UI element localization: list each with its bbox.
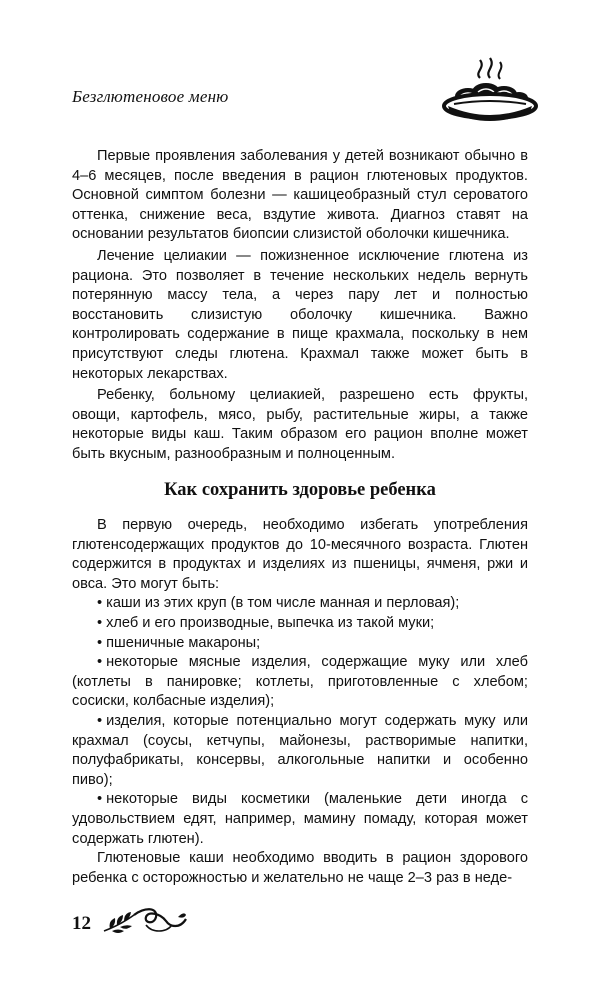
paragraph: Ребенку, больному целиакией, разрешено есть фрукты, овощи, картофель, мясо, рыбу, растительные жиры, а также некоторые виды каш. Таким образом его рацион вполне может быть вкусным, разнообразным и полноценным. [72,387,528,462]
list-item [72,634,528,654]
steaming-dish-icon [438,52,538,132]
section-text [72,516,528,888]
list-item-text: пшеничные макароны; [106,634,261,651]
bullet-list [72,594,528,849]
list-item-text: каши из этих круп (в том числе манная и перловая); [106,595,460,612]
list-item [72,712,528,790]
closing-paragraph: Глютеновые каши необходимо вводить в рацион здорового ребенка с осторожностью и желательно не чаще 2–3 раз в неде- [72,850,528,886]
paragraph: Первые проявления заболевания у детей возникают обычно в 4–6 месяцев, после введения в рацион глютеновых продуктов. Основной симптом болезни — кашицеобразный стул сероватого оттенка, снижение веса, вздутие живота. Диагноз ставят на основании результатов биопсии слизистой оболочки кишечника. [72,148,528,243]
bullet-icon: • [97,791,103,808]
bullet-icon: • [97,712,103,729]
bullet-icon: • [97,634,103,651]
lead-paragraph: В первую очередь, необходимо избегать употребления глютенсодержащих продуктов до 10-месячного возраста. Глютен содержится в продуктах и изделиях из пшеницы, ячменя, ржи и овса. Это могут быть: [72,517,528,592]
page-number: 12 [72,913,91,934]
running-title: Безглютеновое меню [72,87,229,106]
list-item [72,653,528,712]
paragraph: Лечение целиакии — пожизненное исключение глютена из рациона. Это позволяет в течение нескольких недель вернуть потерянную массу тела, а через пару лет и полностью восстановить слизистую оболочку кишечника. Важно контролировать содержание в пище крахмала, поскольку в нем присутствуют следы глютена. Крахмал также может быть в некоторых лекарствах. [72,247,528,382]
bullet-icon: • [97,654,103,671]
list-item [72,614,528,634]
bullet-icon: • [97,614,103,631]
list-item [72,594,528,614]
floral-ornament-icon [100,895,190,941]
list-item-text: некоторые виды косметики (маленькие дети иногда с удовольствием едят, например, мамину помаду, которая может содержать глютен). [72,791,528,847]
list-item-text: некоторые мясные изделия, содержащие муку или хлеб (котлеты в панировке; котлеты, приготовленные с хлебом; сосиски, колбасные изделия); [72,654,528,710]
list-item [72,790,528,849]
bullet-icon: • [97,595,103,612]
section-heading: Как сохранить здоровье ребенка [164,480,436,500]
list-item-text: хлеб и его производные, выпечка из такой муки; [106,614,435,631]
intro-text [72,147,528,465]
list-item-text: изделия, которые потенциально могут содержать муку или крахмал (соусы, кетчупы, майонезы, растворимые напитки, полуфабрикаты, консервы, алкогольные напитки и особенно пиво); [72,712,528,788]
